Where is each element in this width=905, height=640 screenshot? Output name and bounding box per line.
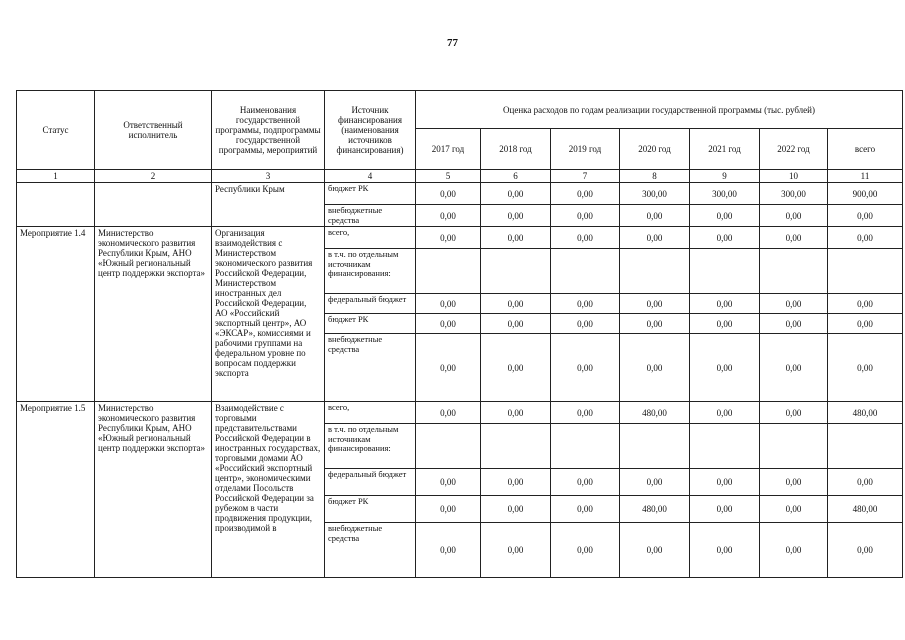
value-cell: 0,00 <box>551 469 620 496</box>
value-cell: 0,00 <box>551 205 620 227</box>
page-number: 77 <box>447 37 458 49</box>
total-cell: 0,00 <box>828 314 903 334</box>
value-cell: 0,00 <box>551 402 620 424</box>
source-cell: бюджет РК <box>325 183 416 205</box>
value-cell: 0,00 <box>620 227 690 249</box>
header-total: всего <box>828 129 903 170</box>
header-year: 2022 год <box>760 129 828 170</box>
value-cell: 0,00 <box>481 314 551 334</box>
value-cell: 0,00 <box>416 496 481 523</box>
source-cell: внебюджетные средства <box>325 205 416 227</box>
source-cell: внебюджетные средства <box>325 334 416 402</box>
value-cell: 0,00 <box>481 402 551 424</box>
value-cell: 0,00 <box>690 227 760 249</box>
value-cell: 480,00 <box>620 402 690 424</box>
value-cell: 0,00 <box>690 205 760 227</box>
total-cell: 480,00 <box>828 496 903 523</box>
value-cell: 0,00 <box>760 523 828 578</box>
value-cell: 0,00 <box>620 314 690 334</box>
source-cell: в т.ч. по отдельным источникам финансирования: <box>325 249 416 294</box>
value-cell: 0,00 <box>416 402 481 424</box>
value-cell: 0,00 <box>760 334 828 402</box>
value-cell: 300,00 <box>760 183 828 205</box>
total-cell: 0,00 <box>828 334 903 402</box>
index-cell: 7 <box>551 170 620 183</box>
value-cell: 0,00 <box>551 523 620 578</box>
source-cell: всего, <box>325 402 416 424</box>
total-cell: 0,00 <box>828 227 903 249</box>
value-cell: 0,00 <box>481 294 551 314</box>
index-cell: 10 <box>760 170 828 183</box>
header-year: 2019 год <box>551 129 620 170</box>
index-cell: 9 <box>690 170 760 183</box>
value-cell: 0,00 <box>760 314 828 334</box>
value-cell: 0,00 <box>416 523 481 578</box>
program-name-cell: Организация взаимодействия с Министерством экономического развития Российской Федерации, Министерством иностранных дел Российской Федерации, АО «Российский экспортный центр», АО «ЭКСАР», комиссиями и рабочими группами на федеральном уровне по вопросам поддержки экспорта <box>212 227 325 402</box>
value-cell: 0,00 <box>760 469 828 496</box>
source-cell: федеральный бюджет <box>325 294 416 314</box>
total-cell: 0,00 <box>828 294 903 314</box>
value-cell: 0,00 <box>551 294 620 314</box>
value-cell: 0,00 <box>760 205 828 227</box>
total-cell: 900,00 <box>828 183 903 205</box>
header-source: Источник финансирования (наименования источников финансирования) <box>325 91 416 170</box>
header-status: Статус <box>17 91 95 170</box>
value-cell: 0,00 <box>760 402 828 424</box>
source-cell: бюджет РК <box>325 496 416 523</box>
index-cell: 8 <box>620 170 690 183</box>
header-year: 2017 год <box>416 129 481 170</box>
total-cell: 0,00 <box>828 523 903 578</box>
value-cell: 0,00 <box>481 205 551 227</box>
value-cell: 0,00 <box>551 227 620 249</box>
index-row <box>17 170 903 183</box>
program-name-cell: Республики Крым <box>212 183 325 227</box>
value-cell: 480,00 <box>620 496 690 523</box>
value-cell: 0,00 <box>416 294 481 314</box>
index-cell: 4 <box>325 170 416 183</box>
value-cell: 0,00 <box>416 314 481 334</box>
value-cell: 0,00 <box>760 496 828 523</box>
value-cell: 0,00 <box>551 314 620 334</box>
header-year: 2021 год <box>690 129 760 170</box>
budget-table <box>16 90 903 578</box>
value-cell: 300,00 <box>690 183 760 205</box>
value-cell: 0,00 <box>551 496 620 523</box>
table-row <box>17 183 903 205</box>
value-cell: 0,00 <box>690 523 760 578</box>
value-cell: 0,00 <box>481 496 551 523</box>
value-cell: 0,00 <box>690 496 760 523</box>
value-cell: 0,00 <box>620 294 690 314</box>
executor-cell <box>95 183 212 227</box>
index-cell: 3 <box>212 170 325 183</box>
source-cell: внебюджетные средства <box>325 523 416 578</box>
status-cell: Мероприятие 1.5 <box>17 402 95 578</box>
status-cell: Мероприятие 1.4 <box>17 227 95 402</box>
index-cell: 6 <box>481 170 551 183</box>
header-year: 2020 год <box>620 129 690 170</box>
value-cell: 0,00 <box>481 227 551 249</box>
executor-cell: Министерство экономического развития Республики Крым, АНО «Южный региональный центр поддержки экспорта» <box>95 227 212 402</box>
status-cell <box>17 183 95 227</box>
table-row <box>17 402 903 424</box>
value-cell: 0,00 <box>620 334 690 402</box>
value-cell: 0,00 <box>760 294 828 314</box>
program-name-cell: Взаимодействие с торговыми представительствами Российской Федерации в иностранных государствах, торговыми домами АО «Российский экспортный центр», экономическими отделами Посольств Российской Федерации за рубежом в части продвижения продукции, производимой в <box>212 402 325 578</box>
total-cell: 480,00 <box>828 402 903 424</box>
value-cell: 0,00 <box>416 469 481 496</box>
value-cell: 0,00 <box>481 183 551 205</box>
index-cell: 2 <box>95 170 212 183</box>
value-cell: 0,00 <box>416 227 481 249</box>
index-cell: 5 <box>416 170 481 183</box>
header-program-name: Наименования государственной программы, подпрограммы государственной программы, мероприятий <box>212 91 325 170</box>
value-cell: 0,00 <box>620 205 690 227</box>
total-cell: 0,00 <box>828 205 903 227</box>
table-row <box>17 227 903 249</box>
value-cell: 0,00 <box>481 334 551 402</box>
value-cell: 0,00 <box>416 205 481 227</box>
source-cell: всего, <box>325 227 416 249</box>
value-cell: 0,00 <box>481 469 551 496</box>
source-cell: федеральный бюджет <box>325 469 416 496</box>
value-cell: 0,00 <box>690 294 760 314</box>
header-estimate: Оценка расходов по годам реализации государственной программы (тыс. рублей) <box>416 91 903 129</box>
value-cell: 0,00 <box>551 183 620 205</box>
source-cell: бюджет РК <box>325 314 416 334</box>
value-cell: 0,00 <box>690 469 760 496</box>
value-cell: 0,00 <box>416 334 481 402</box>
header-executor: Ответственный исполнитель <box>95 91 212 170</box>
value-cell: 0,00 <box>481 523 551 578</box>
index-cell: 11 <box>828 170 903 183</box>
value-cell: 0,00 <box>416 183 481 205</box>
value-cell: 300,00 <box>620 183 690 205</box>
header-year: 2018 год <box>481 129 551 170</box>
value-cell: 0,00 <box>620 469 690 496</box>
total-cell: 0,00 <box>828 469 903 496</box>
value-cell: 0,00 <box>760 227 828 249</box>
source-cell: в т.ч. по отдельным источникам финансирования: <box>325 424 416 469</box>
index-cell: 1 <box>17 170 95 183</box>
value-cell: 0,00 <box>620 523 690 578</box>
executor-cell: Министерство экономического развития Республики Крым, АНО «Южный региональный центр поддержки экспорта» <box>95 402 212 578</box>
value-cell: 0,00 <box>551 334 620 402</box>
value-cell: 0,00 <box>690 334 760 402</box>
value-cell: 0,00 <box>690 314 760 334</box>
value-cell: 0,00 <box>690 402 760 424</box>
